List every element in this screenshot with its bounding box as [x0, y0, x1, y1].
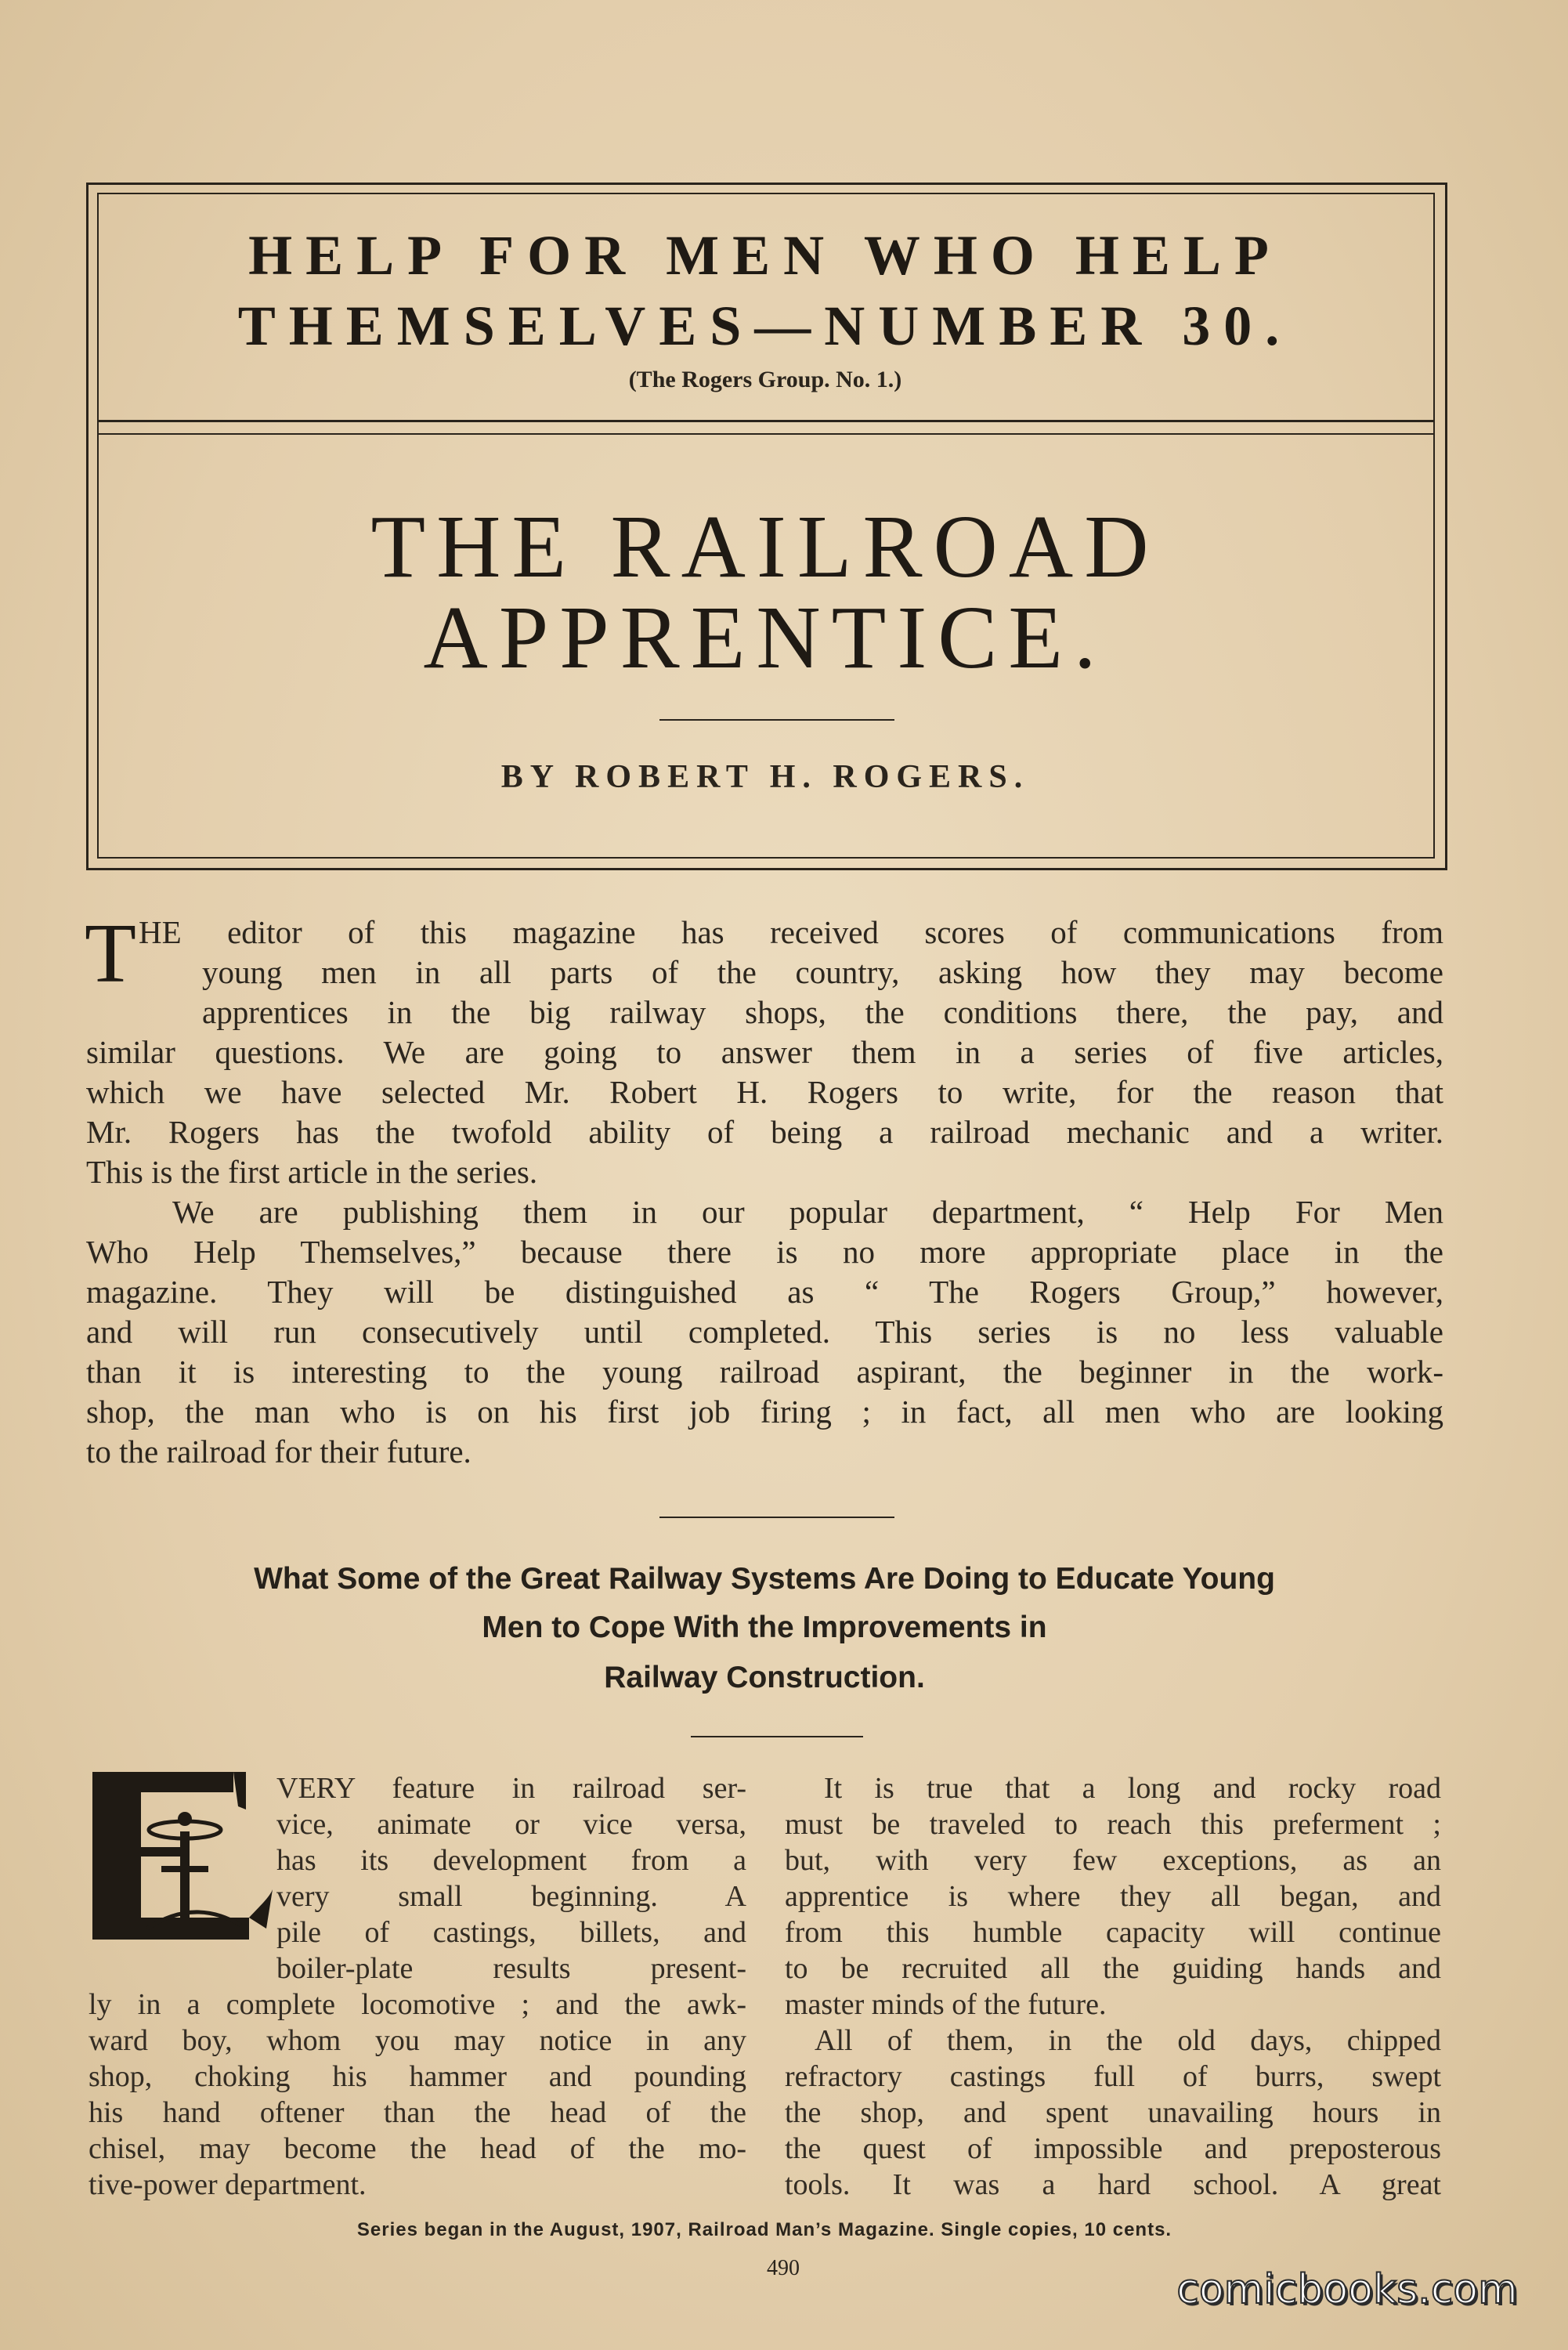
column-line: has its development from a: [276, 1844, 746, 1877]
column-line: very small beginning. A: [276, 1880, 746, 1913]
page-number: 490: [767, 2256, 800, 2280]
section-rule: [659, 1517, 894, 1518]
intro-line: Mr. Rogers has the twofold ability of being a railroad mechanic and a writer.: [86, 1114, 1443, 1150]
column-line: master minds of the future.: [785, 1988, 1107, 2021]
site-watermark: comicbooks.com: [1176, 2266, 1518, 2313]
intro-dropcap: T: [85, 907, 136, 1000]
column-line: but, with very few exceptions, as an: [785, 1844, 1441, 1877]
subheading-line-3: Railway Construction.: [604, 1661, 925, 1694]
column-line: from this humble capacity will continue: [785, 1916, 1441, 1949]
column-line: his hand oftener than the head of the: [89, 2096, 746, 2129]
intro-line: apprentices in the big railway shops, the conditions there, the pay, and: [202, 994, 1443, 1030]
title-rule: [659, 719, 894, 721]
series-footer-note: Series began in the August, 1907, Railroad Man’s Magazine. Single copies, 10 cents.: [356, 2219, 1172, 2240]
frame-divider: [97, 420, 1433, 422]
column-line: pile of castings, billets, and: [276, 1916, 746, 1949]
column-line: chisel, may become the head of the mo-: [89, 2132, 746, 2165]
article-title-line-1: THE RAILROAD: [370, 497, 1160, 596]
intro-line: young men in all parts of the country, asking how they may become: [202, 954, 1443, 990]
subheading-rule: [691, 1736, 863, 1737]
column-line: tools. It was a hard school. A great: [785, 2168, 1441, 2201]
column-line: must be traveled to reach this preferment ;: [785, 1808, 1441, 1841]
column-line: to be recruited all the guiding hands and: [785, 1952, 1441, 1985]
intro-line: Who Help Themselves,” because there is no more appropriate place in the: [86, 1234, 1443, 1270]
intro-line: magazine. They will be distinguished as “ The Rogers Group,” however,: [86, 1274, 1443, 1310]
intro-line: and will run consecutively until completed. This series is no less valuable: [86, 1314, 1443, 1350]
column-line: vice, animate or vice versa,: [276, 1808, 746, 1841]
intro-line: than it is interesting to the young railroad aspirant, the beginner in the work-: [86, 1354, 1443, 1390]
intro-line: which we have selected Mr. Robert H. Rogers to write, for the reason that: [86, 1074, 1443, 1110]
ornamental-e-icon: [92, 1772, 273, 1943]
ornamental-dropcap-e: [92, 1772, 273, 1943]
column-line: refractory castings full of burrs, swept: [785, 2060, 1441, 2093]
intro-line: shop, the man who is on his first job firing ; in fact, all men who are looking: [86, 1394, 1443, 1430]
column-line: ward boy, whom you may notice in any: [89, 2024, 746, 2057]
column-line: All of them, in the old days, chipped: [815, 2024, 1441, 2057]
column-line: ly in a complete locomotive ; and the awk-: [89, 1988, 746, 2021]
series-heading-line-1: HELP FOR MEN WHO HELP: [248, 224, 1282, 287]
intro-line: HE editor of this magazine has received scores of communications from: [139, 914, 1443, 950]
article-title-line-2: APPRENTICE.: [423, 588, 1107, 687]
column-line: shop, choking his hammer and pounding: [89, 2060, 746, 2093]
series-group-label: (The Rogers Group. No. 1.): [628, 367, 902, 392]
column-line: the quest of impossible and preposterous: [785, 2132, 1441, 2165]
column-line: boiler-plate results present-: [276, 1952, 746, 1985]
column-line: the shop, and spent unavailing hours in: [785, 2096, 1441, 2129]
subheading-line-1: What Some of the Great Railway Systems Are Doing to Educate Young: [254, 1562, 1275, 1596]
frame-divider-inner: [97, 433, 1433, 435]
column-line: VERY feature in railroad ser-: [276, 1772, 746, 1805]
byline: BY ROBERT H. ROGERS.: [500, 759, 1030, 795]
column-line: apprentice is where they all began, and: [785, 1880, 1441, 1913]
subheading-line-2: Men to Cope With the Improvements in: [482, 1611, 1047, 1644]
column-line: It is true that a long and rocky road: [824, 1772, 1441, 1805]
intro-line: We are publishing them in our popular department, “ Help For Men: [172, 1194, 1443, 1230]
column-line: tive-power department.: [89, 2168, 367, 2201]
intro-line: to the railroad for their future.: [86, 1434, 471, 1470]
series-heading-line-2: THEMSELVES—NUMBER 30.: [237, 295, 1293, 357]
intro-line: This is the first article in the series.: [86, 1154, 538, 1190]
intro-line: similar questions. We are going to answer them in a series of five articles,: [86, 1034, 1443, 1070]
